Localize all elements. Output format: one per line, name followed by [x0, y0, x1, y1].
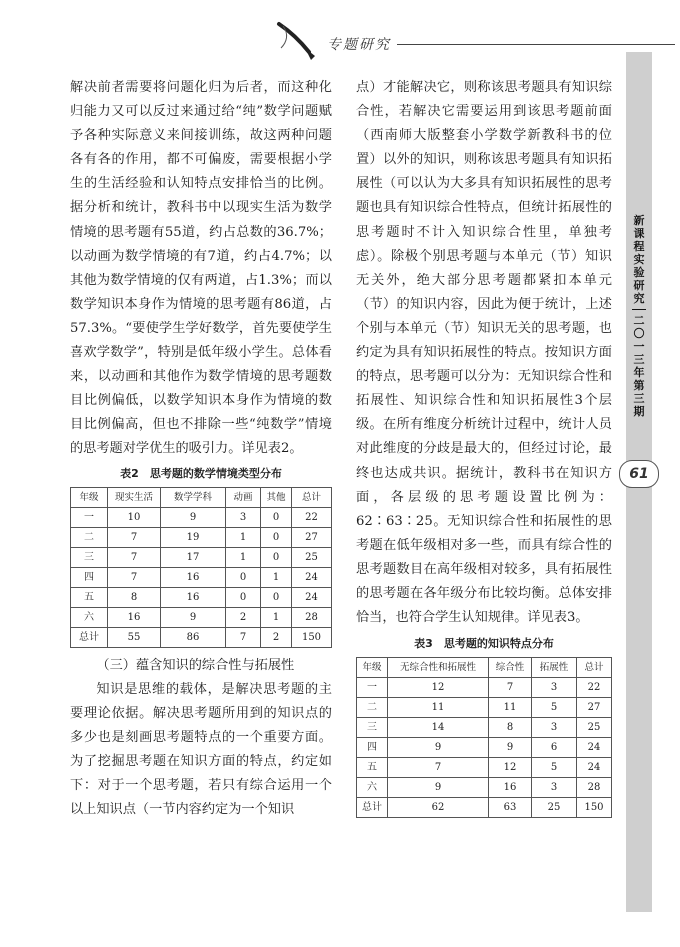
table-row: [71, 527, 332, 547]
column-header: 现实生活: [108, 487, 161, 507]
pen-icon: [275, 20, 325, 64]
table-row: [71, 587, 332, 607]
table-cell: 9: [161, 607, 226, 627]
table-total-row: [71, 627, 332, 647]
table-cell: 三: [71, 547, 108, 567]
table-cell: 9: [161, 507, 226, 527]
table-cell: 55: [108, 627, 161, 647]
table-cell: 86: [161, 627, 226, 647]
journal-name: [626, 214, 652, 305]
table-cell: 1: [261, 567, 292, 587]
body-paragraph: 知识是思维的载体，是解决思考题的主要理论依据。解决思考题所用到的知识点的多少也是刻画思考题特点的一个重要方面。为了挖掘思考题在知识方面的特点，约定如下：对于一个思考题，若只有综合运用一个以上知识点（一节内容约定为一个知识: [70, 681, 332, 818]
table-cell: 2: [261, 627, 292, 647]
journal-char: 研: [633, 279, 645, 292]
table-cell: 14: [388, 718, 489, 738]
left-column: [70, 76, 332, 822]
column-header: 综合性: [489, 658, 532, 678]
issue-char: 第: [633, 379, 645, 392]
table-cell: 9: [489, 738, 532, 758]
table-cell: 27: [292, 527, 332, 547]
table-cell: 0: [261, 527, 292, 547]
table-cell: 一: [357, 678, 388, 698]
body-paragraph: 点）才能解决它，则称该思考题具有知识综合性，若解决它需要运用到该思考题前面（西南师大版整套小学数学新教科书的位置）以外的知识，则称该思考题具有知识拓展性（可以认为大多具有知识拓展性的思考题也具有知识综合性特点，但统计拓展性的思考题时不计入知识综合性里，单独考虑）。除极个别思考题与本单元（节）知识无关外，绝大部分思考题都紧扣本单元（节）的知识内容，因此为便于统计，上述个别与本单元（节）知识无关的思考题，也约定为具有知识拓展性的特点。按知识方面的特点，思考题可以分为：无知识综合性和拓展性、知识综合性和知识拓展性3个层级。在所有维度分析统计过程中，统计人员对此维度的分歧是最大的，但经过讨论，最终也达成共识。据统计，教科书在知识方面，各层级的思考题设置比例为：62∶63∶25。无知识综合性和拓展性的思考题在低年级相对多一些，而具有综合性的思考题数目在高年级相对较多，具有拓展性的思考题在各年级分布比较均衡。总体安排恰当，也符合学生认知规律。详见表3。: [356, 80, 612, 626]
issue-char: 二: [633, 314, 645, 327]
table-cell: 150: [577, 798, 612, 818]
table-3: [356, 637, 612, 818]
table-cell: 0: [261, 507, 292, 527]
table-cell: 24: [577, 738, 612, 758]
table-cell: 六: [71, 607, 108, 627]
table-cell: 1: [226, 527, 261, 547]
table-cell: 六: [357, 778, 388, 798]
table-cell: 9: [388, 778, 489, 798]
journal-char: 新: [633, 214, 645, 227]
column-header: 其他: [261, 487, 292, 507]
table-cell: 27: [577, 698, 612, 718]
journal-title-vertical: [626, 214, 652, 418]
table-cell: 总计: [357, 798, 388, 818]
table-cell: 五: [357, 758, 388, 778]
journal-char: 验: [633, 266, 645, 279]
column-header: 年级: [71, 487, 108, 507]
table-cell: 22: [292, 507, 332, 527]
table-row: [357, 738, 612, 758]
table-cell: 总计: [71, 627, 108, 647]
issue-char: 〇: [633, 327, 645, 340]
table-total-row: [357, 798, 612, 818]
page-number: 61: [619, 460, 659, 488]
table-row: [71, 507, 332, 527]
journal-char: 课: [633, 227, 645, 240]
table-header-row: [357, 658, 612, 678]
table-cell: 24: [577, 758, 612, 778]
table-cell: 3: [532, 678, 577, 698]
table-cell: 25: [532, 798, 577, 818]
divider: [632, 309, 646, 310]
journal-char: 程: [633, 240, 645, 253]
table-cell: 四: [71, 567, 108, 587]
table-cell: 62: [388, 798, 489, 818]
issue-label: [626, 314, 652, 418]
issue-char: 三: [633, 353, 645, 366]
table-cell: 150: [292, 627, 332, 647]
table-cell: 8: [108, 587, 161, 607]
table-cell: 5: [532, 698, 577, 718]
column-header: 动画: [226, 487, 261, 507]
table-cell: 16: [489, 778, 532, 798]
table-cell: 3: [532, 778, 577, 798]
table-cell: 25: [577, 718, 612, 738]
table-cell: 四: [357, 738, 388, 758]
journal-char: 实: [633, 253, 645, 266]
table-row: [357, 698, 612, 718]
table-cell: 2: [226, 607, 261, 627]
table-row: [357, 678, 612, 698]
table-row: [71, 547, 332, 567]
table-cell: 1: [261, 607, 292, 627]
table-cell: 三: [357, 718, 388, 738]
table-cell: 19: [161, 527, 226, 547]
table-cell: 7: [108, 567, 161, 587]
issue-char: 一: [633, 340, 645, 353]
table-cell: 6: [532, 738, 577, 758]
table-cell: 0: [261, 547, 292, 567]
table-cell: 11: [388, 698, 489, 718]
column-header: 数学学科: [161, 487, 226, 507]
table-cell: 二: [71, 527, 108, 547]
table-cell: 12: [388, 678, 489, 698]
table-cell: 8: [489, 718, 532, 738]
section-title: 专题研究: [327, 37, 391, 53]
column-header: 总计: [577, 658, 612, 678]
header-rule: [397, 44, 675, 45]
column-header: 拓展性: [532, 658, 577, 678]
column-header: 年级: [357, 658, 388, 678]
table-cell: 3: [532, 718, 577, 738]
table-cell: 7: [388, 758, 489, 778]
table-cell: 16: [161, 587, 226, 607]
table-cell: 16: [108, 607, 161, 627]
table-cell: 7: [489, 678, 532, 698]
table-cell: 28: [292, 607, 332, 627]
column-header: 无综合性和拓展性: [388, 658, 489, 678]
table-row: [357, 718, 612, 738]
section-heading: （三）蕴含知识的综合性与拓展性: [96, 657, 295, 673]
table-cell: 12: [489, 758, 532, 778]
table-cell: 25: [292, 547, 332, 567]
table-row: [71, 567, 332, 587]
right-column: [356, 76, 612, 818]
table-cell: 11: [489, 698, 532, 718]
table-cell: 3: [226, 507, 261, 527]
table-row: [357, 758, 612, 778]
table-cell: 7: [108, 527, 161, 547]
table-cell: 7: [226, 627, 261, 647]
table-cell: 7: [108, 547, 161, 567]
table-cell: 二: [357, 698, 388, 718]
body-paragraph: 解决前者需要将问题化归为后者，而这种化归能力又可以反过来通过给“纯”数学问题赋予各种实际意义来间接训练，故这两种问题各有各的作用，都不可偏废，需要根据小学生的生活经验和认知特点安排恰当的比例。据分析和统计，教科书中以现实生活为数学情境的思考题有55道，约占总数的36.7%；以动画为数学情境的有7道，约占4.7%；以其他为数学情境的仅有两道，占1.3%；而以数学知识本身作为情境的思考题有86道，占57.3%。“要使学生学好数学，首先要使学生喜欢学数学”，特别是低年级小学生。总体看来，以动画和其他作为数学情境的思考题数目比例偏低，以数学知识本身作为情境的数目比例偏高，但也不排除一些“纯数学”情境的思考题对学优生的吸引力。详见表2。: [70, 80, 332, 457]
table-2: [70, 467, 332, 648]
table-cell: 24: [292, 567, 332, 587]
table-cell: 1: [226, 547, 261, 567]
table-cell: 17: [161, 547, 226, 567]
table-caption: 表2 思考题的数学情境类型分布: [120, 466, 282, 480]
table-caption: 表3 思考题的知识特点分布: [414, 637, 554, 651]
table-cell: 10: [108, 507, 161, 527]
issue-char: 年: [633, 366, 645, 379]
journal-char: 究: [633, 292, 645, 305]
table-row: [71, 607, 332, 627]
column-header: 总计: [292, 487, 332, 507]
running-header: [275, 20, 675, 70]
table-cell: 22: [577, 678, 612, 698]
table-cell: 24: [292, 587, 332, 607]
table-cell: 0: [261, 587, 292, 607]
table-cell: 0: [226, 567, 261, 587]
table-cell: 63: [489, 798, 532, 818]
table-cell: 0: [226, 587, 261, 607]
issue-char: 期: [633, 405, 645, 418]
table-cell: 5: [532, 758, 577, 778]
table-cell: 一: [71, 507, 108, 527]
table-cell: 9: [388, 738, 489, 758]
table-cell: 28: [577, 778, 612, 798]
issue-char: 三: [633, 392, 645, 405]
table-row: [357, 778, 612, 798]
table-cell: 16: [161, 567, 226, 587]
table-cell: 五: [71, 587, 108, 607]
table-header-row: [71, 487, 332, 507]
